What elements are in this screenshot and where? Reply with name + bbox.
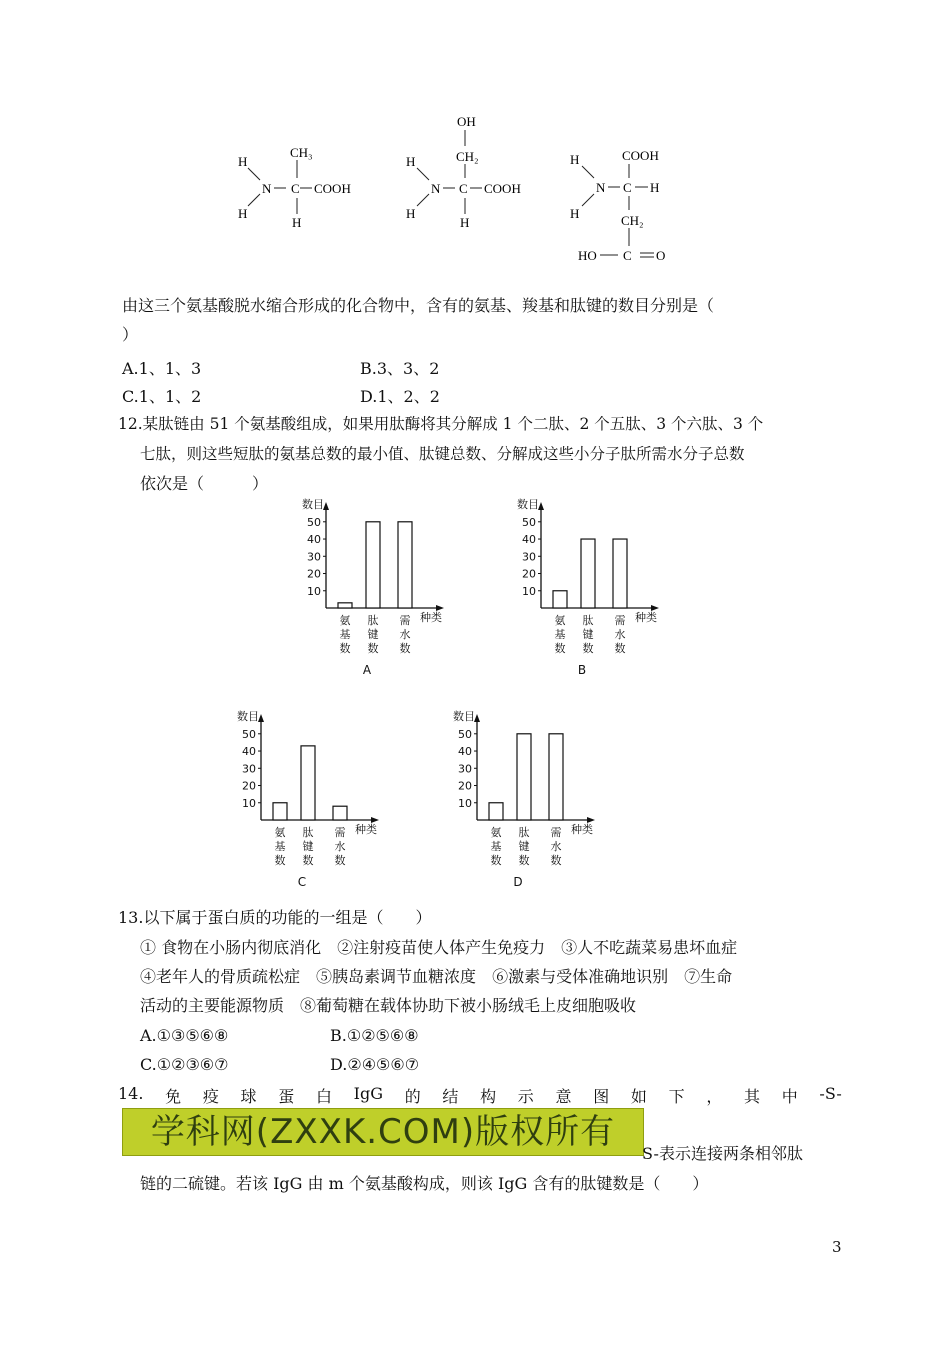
x-category-label: 键 bbox=[367, 628, 379, 641]
q14-c13: 如 bbox=[630, 1087, 647, 1106]
q11-option-b: B.3、3、2 bbox=[360, 359, 440, 378]
bar-chart-a bbox=[282, 490, 482, 680]
x-category-label: 数 bbox=[367, 642, 379, 655]
y-tick-label: 40 bbox=[242, 745, 256, 759]
q13-option-a: A.①③⑤⑥⑧ bbox=[140, 1026, 229, 1045]
q14-c15: ， bbox=[706, 1087, 723, 1106]
f3-h-top: H bbox=[570, 152, 580, 167]
q11-stem: 由这三个氨基酸脱水缩合形成的化合物中，含有的氨基、羧基和肽键的数目分别是（ bbox=[122, 296, 715, 315]
f2-cooh: COOH bbox=[484, 181, 521, 196]
q14-c4: 蛋 bbox=[278, 1087, 295, 1106]
q13-line2 bbox=[140, 938, 737, 958]
bar bbox=[549, 734, 563, 820]
x-category-label: 需 bbox=[550, 826, 562, 839]
y-axis-label: 数目 bbox=[453, 710, 475, 723]
q13-line4 bbox=[140, 996, 636, 1016]
f2-oh: OH bbox=[457, 114, 476, 129]
watermark-banner: 学科网(ZXXK.COM)版权所有 bbox=[122, 1108, 644, 1156]
f3-o: O bbox=[656, 248, 666, 263]
q11-option-c: C.1、1、2 bbox=[122, 387, 202, 406]
q13-item2: ②注射疫苗使人体产生免疫力 bbox=[337, 938, 546, 957]
x-axis-label: 种类 bbox=[571, 823, 593, 836]
bar-chart-d bbox=[433, 702, 633, 892]
x-category-label: 数 bbox=[302, 854, 314, 867]
bar bbox=[613, 539, 627, 608]
page-number: 3 bbox=[832, 1238, 842, 1256]
y-tick-label: 10 bbox=[307, 584, 321, 598]
x-axis-label: 种类 bbox=[355, 823, 377, 836]
x-category-label: 肽 bbox=[302, 826, 314, 839]
x-category-label: 键 bbox=[582, 628, 594, 641]
q14-c1: 免 bbox=[165, 1087, 182, 1106]
q13-item7b: 活动的主要能源物质 bbox=[140, 996, 285, 1015]
q13-option-d: D.②④⑤⑥⑦ bbox=[330, 1055, 420, 1074]
x-category-label: 氨 bbox=[339, 614, 351, 627]
y-tick-label: 30 bbox=[522, 550, 536, 564]
q14-c18: -S- bbox=[819, 1084, 842, 1103]
y-tick-label: 50 bbox=[242, 727, 256, 741]
q13-item5: ⑤胰岛素调节血糖浓度 bbox=[316, 967, 477, 986]
x-category-label: 氨 bbox=[490, 826, 502, 839]
x-category-label: 氨 bbox=[554, 614, 566, 627]
x-category-label: 水 bbox=[550, 840, 562, 853]
chart-option-label: C bbox=[297, 875, 307, 889]
y-tick-label: 50 bbox=[458, 727, 472, 741]
f3-ch2: CH₂ bbox=[621, 213, 644, 228]
x-category-label: 基 bbox=[490, 840, 502, 853]
x-category-label: 数 bbox=[399, 642, 411, 655]
f1-cooh: COOH bbox=[314, 181, 351, 196]
q14-c3: 球 bbox=[240, 1087, 257, 1106]
x-category-label: 水 bbox=[614, 628, 626, 641]
q14-c0: 14. bbox=[118, 1084, 144, 1103]
q12-line1: 12.某肽链由 51 个氨基酸组成，如果用肽酶将其分解成 1 个二肽、2 个五肽、3 个六肽、3 个 bbox=[118, 415, 764, 433]
bar bbox=[301, 746, 315, 820]
f3-h-right: H bbox=[650, 180, 660, 195]
y-tick-label: 30 bbox=[242, 762, 256, 776]
f3-ho: HO bbox=[578, 248, 597, 263]
bar bbox=[338, 603, 352, 608]
bar bbox=[581, 539, 595, 608]
q14-line1 bbox=[118, 1084, 842, 1107]
q14-c8: 结 bbox=[442, 1087, 459, 1106]
q14-c16: 其 bbox=[744, 1087, 761, 1106]
x-category-label: 氨 bbox=[274, 826, 286, 839]
f2-h-under: H bbox=[460, 215, 470, 230]
q12-line2: 七肽，则这些短肽的氨基总数的最小值、肽键总数、分解成这些小分子肽所需水分子总数 bbox=[140, 445, 745, 463]
q13-option-b: B.①②⑤⑥⑧ bbox=[330, 1026, 419, 1045]
q13-item3: ③人不吃蔬菜易患坏血症 bbox=[561, 938, 738, 957]
y-tick-label: 50 bbox=[522, 515, 536, 529]
bar bbox=[273, 803, 287, 820]
x-category-label: 基 bbox=[274, 840, 286, 853]
y-tick-label: 20 bbox=[458, 779, 472, 793]
y-tick-label: 40 bbox=[458, 745, 472, 759]
x-category-label: 水 bbox=[399, 628, 411, 641]
y-axis-label: 数目 bbox=[237, 710, 259, 723]
x-category-label: 数 bbox=[274, 854, 286, 867]
x-category-label: 基 bbox=[339, 628, 351, 641]
x-category-label: 数 bbox=[518, 854, 530, 867]
bar bbox=[489, 803, 503, 820]
x-category-label: 数 bbox=[582, 642, 594, 655]
f2-h-bottom: H bbox=[406, 206, 416, 221]
y-tick-label: 50 bbox=[307, 515, 321, 529]
x-category-label: 数 bbox=[490, 854, 502, 867]
q12-line3: 依次是（ ） bbox=[140, 474, 269, 493]
x-category-label: 肽 bbox=[518, 826, 530, 839]
q14-c9: 构 bbox=[480, 1087, 497, 1106]
f3-c: C bbox=[623, 180, 632, 195]
f1-ch3: CH₃ bbox=[290, 145, 313, 160]
f1-n: N bbox=[262, 181, 272, 196]
bar-chart-b bbox=[497, 490, 697, 680]
q14-c2: 疫 bbox=[202, 1087, 219, 1106]
x-category-label: 水 bbox=[334, 840, 346, 853]
x-category-label: 需 bbox=[614, 614, 626, 627]
f1-h-under: H bbox=[292, 215, 302, 230]
x-category-label: 需 bbox=[334, 826, 346, 839]
x-category-label: 数 bbox=[334, 854, 346, 867]
y-tick-label: 10 bbox=[458, 796, 472, 810]
x-category-label: 数 bbox=[614, 642, 626, 655]
f2-c: C bbox=[459, 181, 468, 196]
q11-option-d: D.1、2、2 bbox=[360, 387, 440, 406]
q13-item6: ⑥激素与受体准确地识别 bbox=[492, 967, 669, 986]
y-tick-label: 40 bbox=[307, 533, 321, 547]
q13-line1: 13.以下属于蛋白质的功能的一组是（ ） bbox=[118, 908, 432, 927]
bar bbox=[366, 522, 380, 608]
q14-c12: 图 bbox=[593, 1087, 610, 1106]
x-category-label: 肽 bbox=[582, 614, 594, 627]
f1-c: C bbox=[291, 181, 300, 196]
q11-stem-cont: ） bbox=[122, 325, 139, 344]
x-category-label: 肽 bbox=[367, 614, 379, 627]
y-tick-label: 20 bbox=[242, 779, 256, 793]
f2-n: N bbox=[431, 181, 441, 196]
f3-n: N bbox=[596, 180, 606, 195]
q11-option-a: A.1、1、3 bbox=[122, 359, 202, 378]
x-category-label: 键 bbox=[302, 840, 314, 853]
f1-h-top: H bbox=[238, 154, 248, 169]
q14-c10: 示 bbox=[517, 1087, 534, 1106]
f1-h-bottom: H bbox=[238, 206, 248, 221]
y-tick-label: 10 bbox=[522, 584, 536, 598]
f3-cooh: COOH bbox=[622, 148, 659, 163]
chart-option-label: D bbox=[513, 875, 523, 889]
f2-h-top: H bbox=[406, 154, 416, 169]
x-category-label: 数 bbox=[339, 642, 351, 655]
q13-option-c: C.①②③⑥⑦ bbox=[140, 1055, 229, 1074]
y-tick-label: 30 bbox=[458, 762, 472, 776]
bar bbox=[333, 806, 347, 820]
y-tick-label: 30 bbox=[307, 550, 321, 564]
chart-option-label: A bbox=[362, 663, 372, 677]
y-tick-label: 40 bbox=[522, 533, 536, 547]
x-category-label: 数 bbox=[554, 642, 566, 655]
q14-c6: IgG bbox=[353, 1084, 383, 1103]
y-tick-label: 20 bbox=[307, 567, 321, 581]
q14-c5: 白 bbox=[315, 1087, 332, 1106]
q14-line2-tail: S-表示连接两条相邻肽 bbox=[642, 1144, 803, 1163]
f2-ch2: CH₂ bbox=[456, 149, 479, 164]
y-tick-label: 20 bbox=[522, 567, 536, 581]
q13-item7a: ⑦生命 bbox=[684, 967, 733, 986]
y-axis-label: 数目 bbox=[517, 498, 539, 511]
bar bbox=[553, 591, 567, 608]
x-axis-label: 种类 bbox=[420, 611, 442, 624]
x-category-label: 基 bbox=[554, 628, 566, 641]
bar bbox=[517, 734, 531, 820]
chart-option-label: B bbox=[577, 663, 587, 677]
y-axis-label: 数目 bbox=[302, 498, 324, 511]
f3-h-bottom: H bbox=[570, 206, 580, 221]
q14-c14: 下 bbox=[668, 1087, 685, 1106]
bar-chart-c bbox=[217, 702, 417, 892]
q13-item4: ④老年人的骨质疏松症 bbox=[140, 967, 301, 986]
x-category-label: 需 bbox=[399, 614, 411, 627]
x-category-label: 键 bbox=[518, 840, 530, 853]
x-category-label: 数 bbox=[550, 854, 562, 867]
x-axis-label: 种类 bbox=[635, 611, 657, 624]
q13-item1: ① 食物在小肠内彻底消化 bbox=[140, 938, 322, 957]
q14-c17: 中 bbox=[781, 1087, 798, 1106]
q13-item8: ⑧葡萄糖在载体协助下被小肠绒毛上皮细胞吸收 bbox=[300, 996, 637, 1015]
bar bbox=[398, 522, 412, 608]
y-tick-label: 10 bbox=[242, 796, 256, 810]
q14-line3: 链的二硫键。若该 IgG 由 m 个氨基酸构成，则该 IgG 含有的肽键数是（ ） bbox=[140, 1174, 709, 1193]
amino-acid-formulas bbox=[220, 110, 720, 270]
q14-c7: 的 bbox=[404, 1087, 421, 1106]
f3-c2: C bbox=[623, 248, 632, 263]
q14-c11: 意 bbox=[555, 1087, 572, 1106]
q13-line3 bbox=[140, 967, 732, 987]
